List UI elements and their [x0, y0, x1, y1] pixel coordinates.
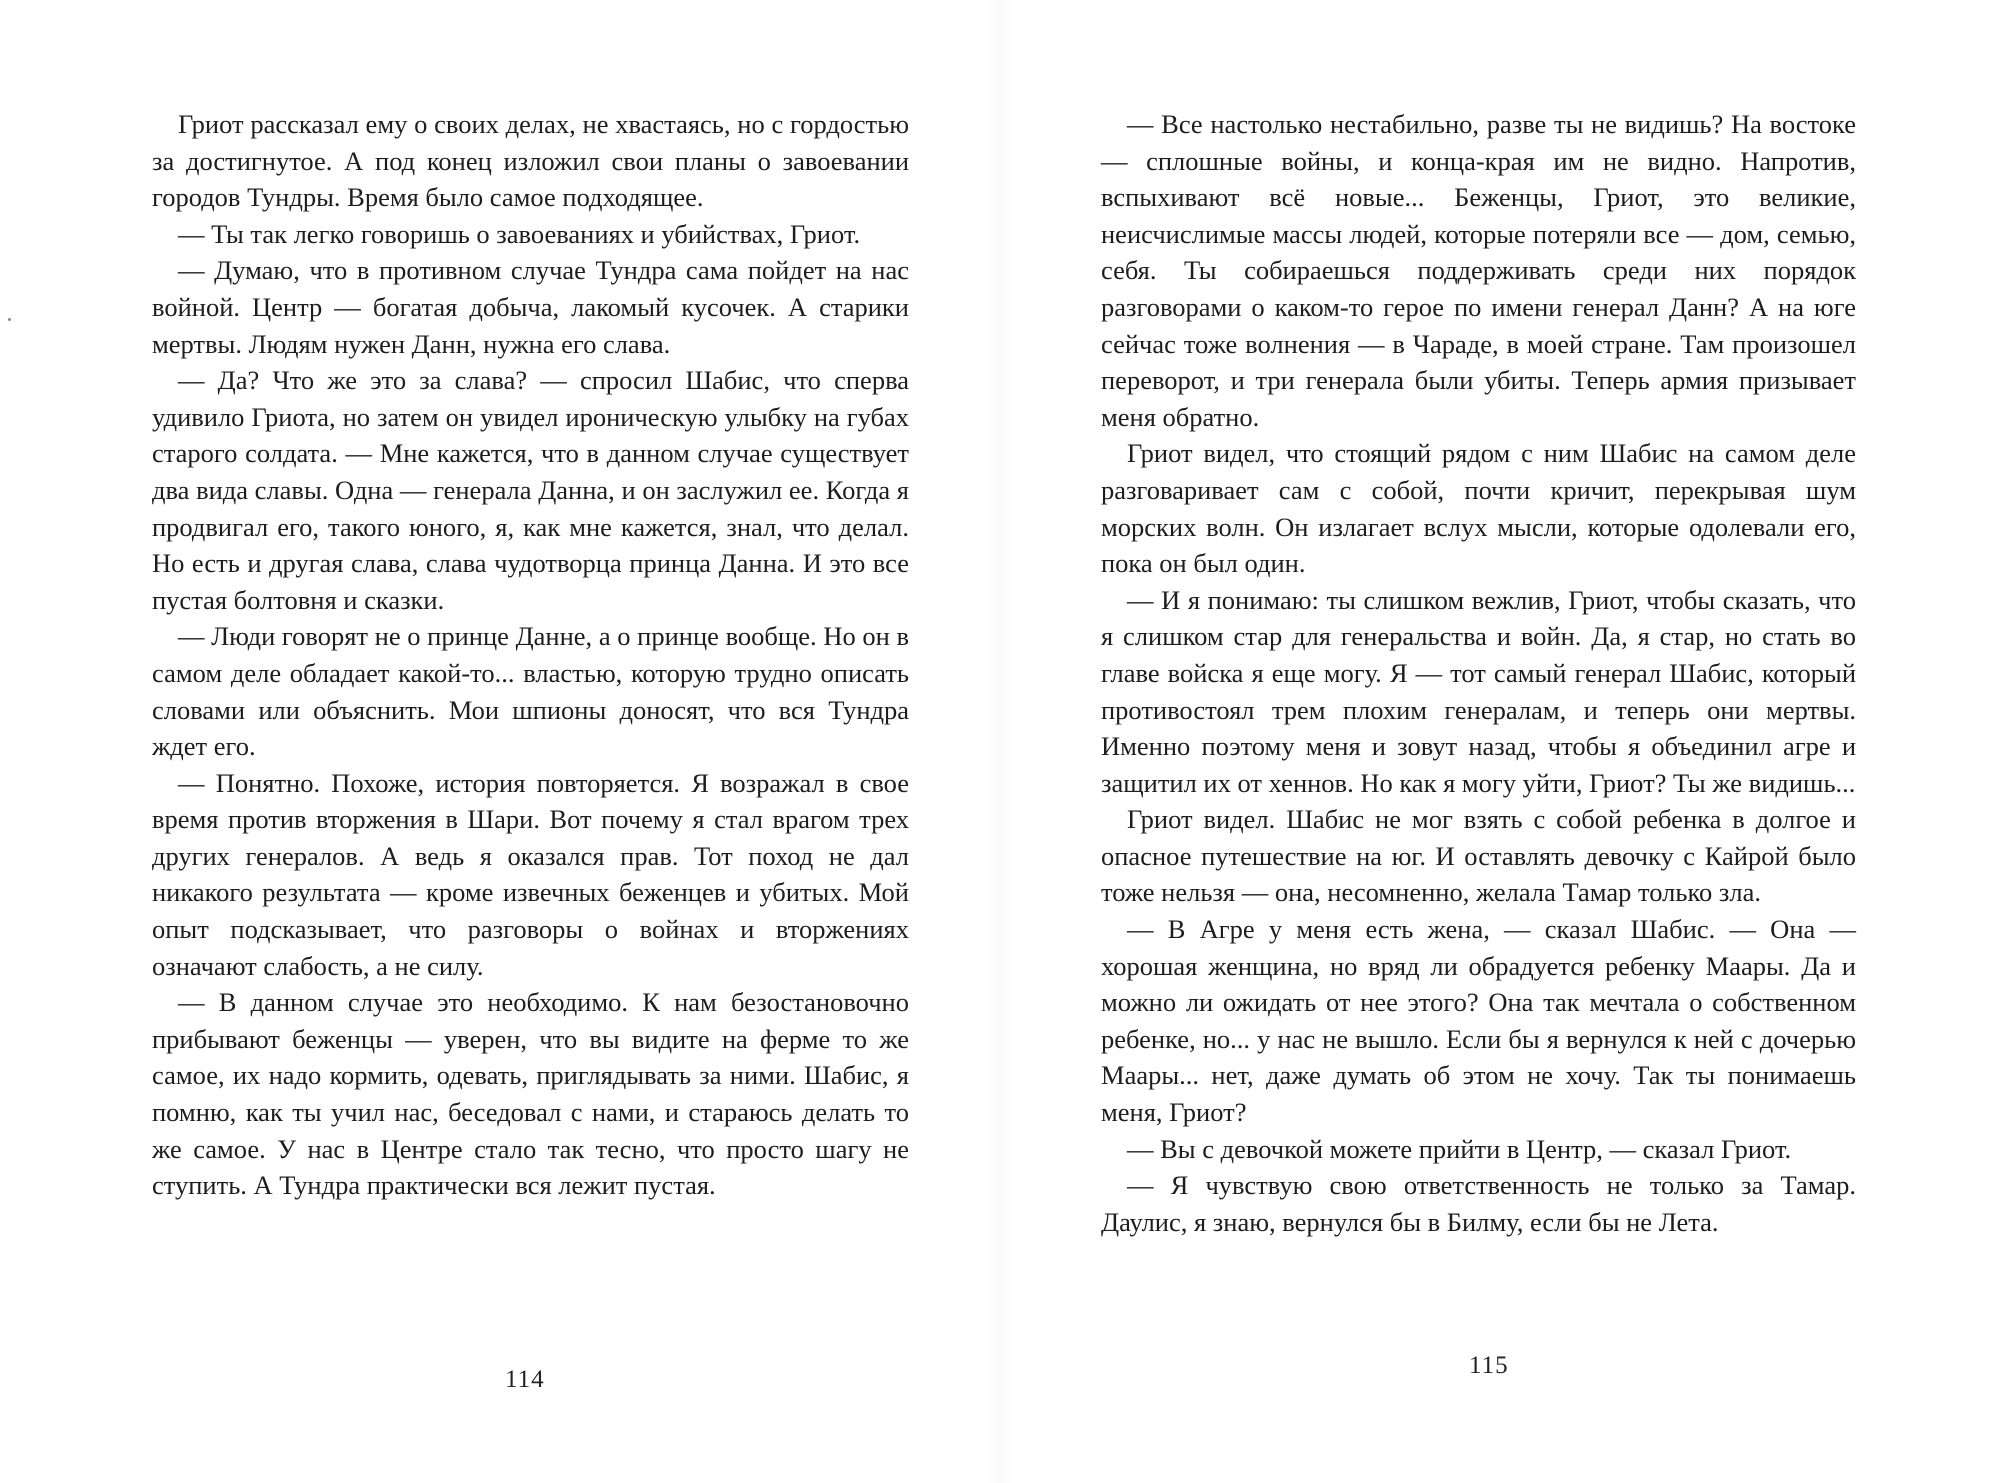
page-number-left: 114 — [505, 1366, 545, 1393]
paragraph: — В Агре у меня есть жена, — сказал Шабис. — Она — хорошая женщина, но вряд ли обрадуется ребенку Маары. Да и можно ли ожидать от нее этого? Она так мечтала о собственном ребенке, но... у нас не вышло. Если бы я вернулся к ней с дочерью Маары... нет, даже думать об этом не хочу. Так ты понимаешь меня, Гриот? — [1101, 914, 1856, 1128]
paragraph: — Думаю, что в противном случае Тундра сама пойдет на нас войной. Центр — богатая добыча, лакомый кусочек. А старики мертвы. Людям нужен Данн, нужна его слава. — [152, 255, 909, 359]
paragraph: — Все настолько нестабильно, разве ты не видишь? На востоке — сплошные войны, и конца-края им не видно. Напротив, вспыхивают всё новые... Беженцы, Гриот, это великие, неисчислимые массы людей, которые потеряли все — дом, семью, себя. Ты собираешься поддерживать среди них порядок разговорами о каком-то герое по имени генерал Данн? А на юге сейчас тоже волнения — в Чараде, в моей стране. Там произошел переворот, и три генерала были убиты. Теперь армия призывает меня обратно. — [1101, 109, 1856, 432]
page-number-right: 115 — [1469, 1352, 1509, 1379]
paragraph: Гриот видел, что стоящий рядом с ним Шабис на самом деле разговаривает сам с собой, почти кричит, перекрывая шум морских волн. Он излагает вслух мысли, которые одолевали его, пока он был один. — [1101, 438, 1856, 579]
paragraph: — Понятно. Похоже, история повторяется. Я возражал в свое время против вторжения в Шари. Вот почему я стал врагом трех других генералов. А ведь я оказался прав. Тот поход не дал никакого результата — кроме извечных беженцев и убитых. Мой опыт подсказывает, что разговоры о войнах и вторжениях означают слабость, а не силу. — [152, 767, 909, 981]
paragraph: — Ты так легко говоришь о завоеваниях и убийствах, Гриот. — [178, 218, 861, 249]
paragraph: — В данном случае это необходимо. К нам безостановочно прибывают беженцы — уверен, что вы видите на ферме то же самое, их надо кормить, одевать, приглядывать за ними. Шабис, я помню, как ты учил нас, беседовал с нами, и стараюсь делать то же самое. У нас в Центре стало так тесно, что просто шагу не ступить. А Тундра практически вся лежит пустая. — [152, 987, 909, 1201]
paragraph: — Люди говорят не о принце Данне, а о принце вообще. Но он в самом деле обладает какой-то... властью, которую трудно описать словами или объяснить. Мои шпионы доносят, что вся Тундра ждет его. — [152, 621, 909, 762]
paper-speck — [8, 318, 11, 321]
book-fold — [985, 0, 1015, 1483]
left-page-text — [152, 106, 909, 1204]
paragraph: — Вы с девочкой можете прийти в Центр, — сказал Гриот. — [1127, 1133, 1792, 1164]
paragraph: — И я понимаю: ты слишком вежлив, Гриот, чтобы сказать, что я слишком стар для генеральства и войн. Да, я стар, но стать во главе войска я еще могу. Я — тот самый генерал Шабис, который противостоял трем плохим генералам, и теперь они мертвы. Именно поэтому меня и зовут назад, чтобы я объединил агре и защитил их от хеннов. Но как я могу уйти, Гриот? Ты же видишь... — [1101, 584, 1856, 798]
paragraph: — Да? Что же это за слава? — спросил Шабис, что сперва удивило Гриота, но затем он увидел ироническую улыбку на губах старого солдата. — Мне кажется, что в данном случае существует два вида славы. Одна — генерала Данна, и он заслужил ее. Когда я продвигал его, такого юного, я, как мне кажется, знал, что делал. Но есть и другая слава, слава чудотворца принца Данна. И это все пустая болтовня и сказки. — [152, 365, 909, 615]
paragraph: — Я чувствую свою ответственность не только за Тамар. Даулис, я знаю, вернулся бы в Билму, если бы не Лета. — [1101, 1170, 1856, 1237]
paragraph: Гриот видел. Шабис не мог взять с собой ребенка в долгое и опасное путешествие на юг. И оставлять девочку с Кайрой было тоже нельзя — она, несомненно, желала Тамар только зла. — [1101, 804, 1856, 908]
paragraph: Гриот рассказал ему о своих делах, не хвастаясь, но с гордостью за достигнутое. А под конец изложил свои планы о завоевании городов Тундры. Время было самое подходящее. — [152, 109, 909, 213]
right-page-text — [1101, 106, 1856, 1240]
